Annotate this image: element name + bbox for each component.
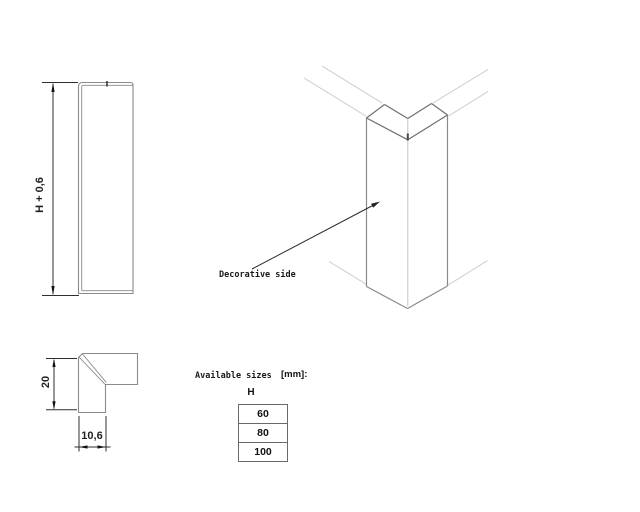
top-edge-left-end	[367, 105, 385, 119]
dimension-arrow-up	[51, 83, 54, 93]
wall-line-top-left-outer	[304, 78, 367, 117]
corner-piece-top-face	[367, 104, 448, 141]
size-row-100: 100	[239, 442, 287, 461]
wall-line-top-right-outer	[449, 92, 489, 117]
top-view-depth-dimension-label: 20	[40, 375, 52, 389]
dimension-arrow-up	[52, 359, 55, 368]
sizes-column-header: H	[247, 387, 255, 398]
top-edge-inner-left	[385, 105, 408, 119]
top-edge-front-left	[367, 118, 408, 140]
wall-line-bottom-right	[448, 261, 488, 286]
miter-fold-line-outer	[79, 357, 105, 384]
profile-inner-fold-line	[82, 85, 133, 290]
size-row-80: 80	[239, 423, 287, 442]
side-view-dimension	[42, 83, 79, 296]
size-row-60: 60	[257, 408, 269, 420]
dimension-arrow-down	[52, 401, 55, 410]
callout-arrowhead	[371, 202, 380, 208]
corner-piece-outline	[367, 115, 448, 309]
decorative-side-callout-label: Decorative side	[219, 270, 296, 280]
available-sizes-table	[238, 404, 288, 462]
miter-fold-line-inner	[83, 354, 107, 383]
bottom-edge-left	[367, 287, 408, 309]
available-sizes-title: Available sizes	[195, 371, 272, 381]
dimension-arrow-down	[51, 286, 54, 296]
callout-arrow-line	[252, 204, 377, 270]
dimension-arrow-right	[98, 445, 107, 448]
top-view-width-dimension-label: 10,6	[81, 430, 103, 442]
side-view-height-dimension-label: H + 0,6	[34, 177, 46, 213]
wall-line-bottom-left	[329, 262, 367, 285]
sizes-unit-label: [mm]:	[281, 369, 308, 380]
wall-line-top-right-inner	[433, 70, 488, 104]
top-edge-inner-right	[408, 104, 432, 119]
profile-outer-outline	[79, 83, 134, 294]
top-edge-right-end	[432, 104, 448, 116]
corner-section-outline	[79, 354, 138, 413]
bottom-edge-right	[408, 286, 448, 309]
callout-arrow	[252, 202, 380, 270]
top-view	[79, 354, 138, 413]
wall-context-lines	[304, 66, 488, 306]
top-edge-front-right	[408, 115, 448, 140]
wall-line-top-left-inner	[322, 66, 382, 103]
dimension-arrow-left	[79, 445, 88, 448]
side-view	[79, 81, 134, 294]
